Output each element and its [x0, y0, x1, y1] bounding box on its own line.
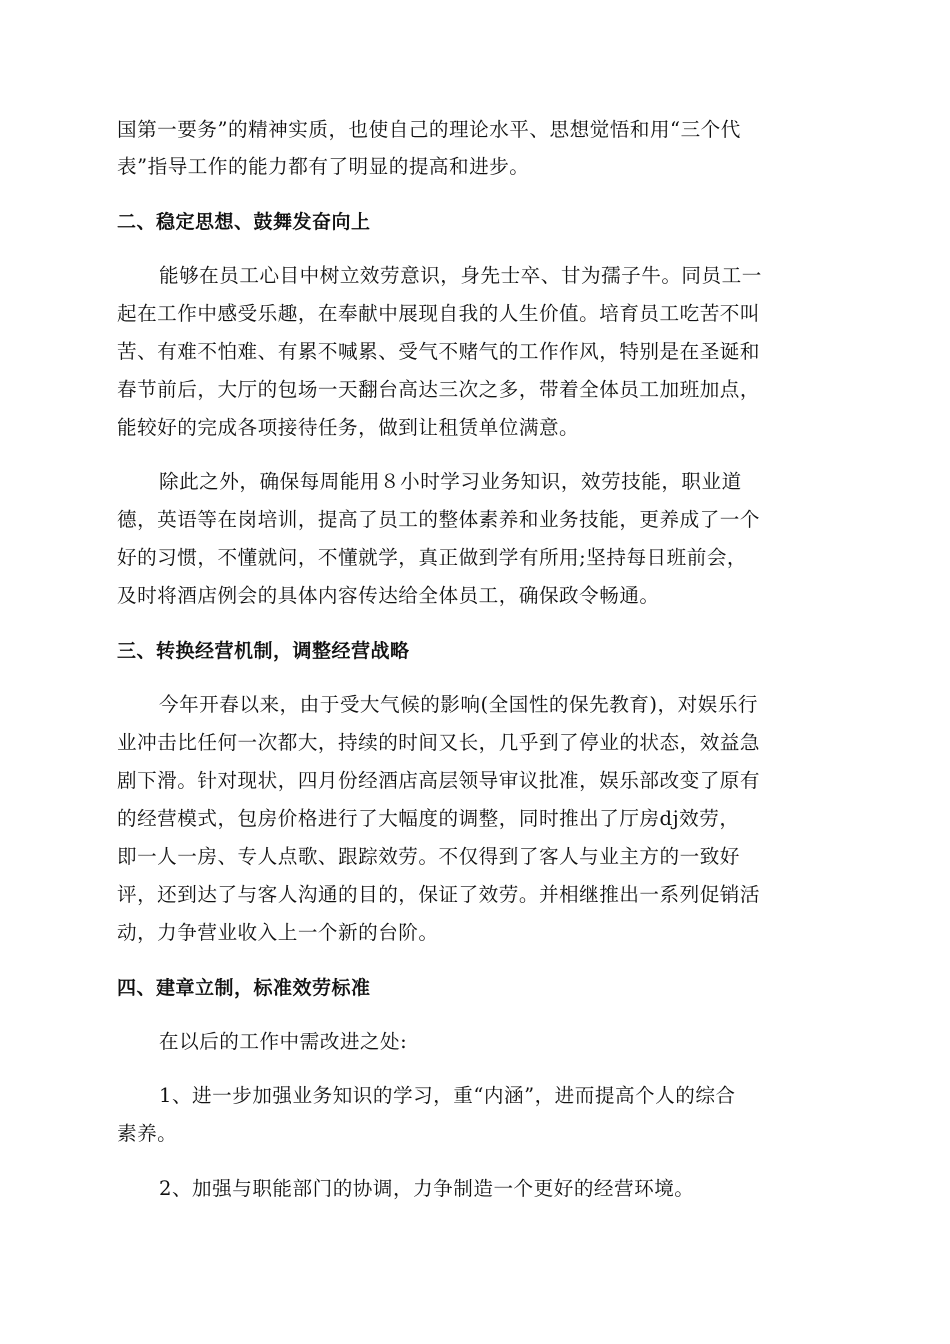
paragraph-line: 德，英语等在岗培训，提高了员工的整体素养和业务技能，更养成了一个 — [117, 508, 760, 531]
list-item-line: 素养。 — [117, 1122, 178, 1145]
paragraph-line: 即一人一房、专人点歌、跟踪效劳。不仅得到了客人与业主方的一致好 — [117, 845, 740, 868]
paragraph-line: 表”指导工作的能力都有了明显的提高和进步。 — [117, 155, 530, 178]
paragraph-line: 能够在员工心目中树立效劳意识，身先士卒、甘为孺子牛。同员工一 — [159, 264, 762, 287]
paragraph-line: 起在工作中感受乐趣，在奉献中展现自我的人生价值。培育员工吃苦不叫 — [117, 302, 760, 325]
paragraph-line: 今年开春以来，由于受大气候的影响(全国性的保先教育)，对娱乐行 — [159, 693, 759, 716]
paragraph-line: 剧下滑。针对现状，四月份经酒店高层领导审议批准，娱乐部改变了原有 — [117, 769, 760, 792]
section-heading: 三、转换经营机制，调整经营战略 — [117, 640, 410, 662]
paragraph-line: 国第一要务”的精神实质，也使自己的理论水平、思想觉悟和用“三个代 — [117, 118, 741, 141]
paragraph-line: 动，力争营业收入上一个新的台阶。 — [117, 921, 439, 944]
paragraph-line: 及时将酒店例会的具体内容传达给全体员工，确保政令畅通。 — [117, 584, 660, 607]
paragraph-line: 能较好的完成各项接待任务，做到让租赁单位满意。 — [117, 416, 580, 439]
paragraph-line: 春节前后，大厅的包场一天翻台高达三次之多，带着全体员工加班加点， — [117, 378, 760, 401]
paragraph-line: 评，还到达了与客人沟通的目的，保证了效劳。并相继推出一系列促销活 — [117, 883, 760, 906]
paragraph-line: 在以后的工作中需改进之处: — [159, 1030, 408, 1053]
paragraph-line: 业冲击比任何一次都大，持续的时间又长，几乎到了停业的状态，效益急 — [117, 731, 760, 754]
paragraph-line: 苦、有难不怕难、有累不喊累、受气不赌气的工作作风，特别是在圣诞和 — [117, 340, 760, 363]
section-heading: 二、稳定思想、鼓舞发奋向上 — [117, 211, 371, 233]
list-item-line: 1、进一步加强业务知识的学习，重“内涵”，进而提高个人的综合 — [159, 1084, 736, 1107]
section-heading: 四、建章立制，标准效劳标准 — [117, 977, 371, 999]
list-item-line: 2、加强与职能部门的协调，力争制造一个更好的经营环境。 — [159, 1177, 695, 1200]
paragraph-line: 好的习惯，不懂就问，不懂就学，真正做到学有所用;坚持每日班前会， — [117, 546, 748, 569]
paragraph-line: 的经营模式，包房价格进行了大幅度的调整，同时推出了厅房dj效劳， — [117, 807, 740, 830]
paragraph-line: 除此之外，确保每周能用８小时学习业务知识，效劳技能，职业道 — [159, 470, 742, 493]
